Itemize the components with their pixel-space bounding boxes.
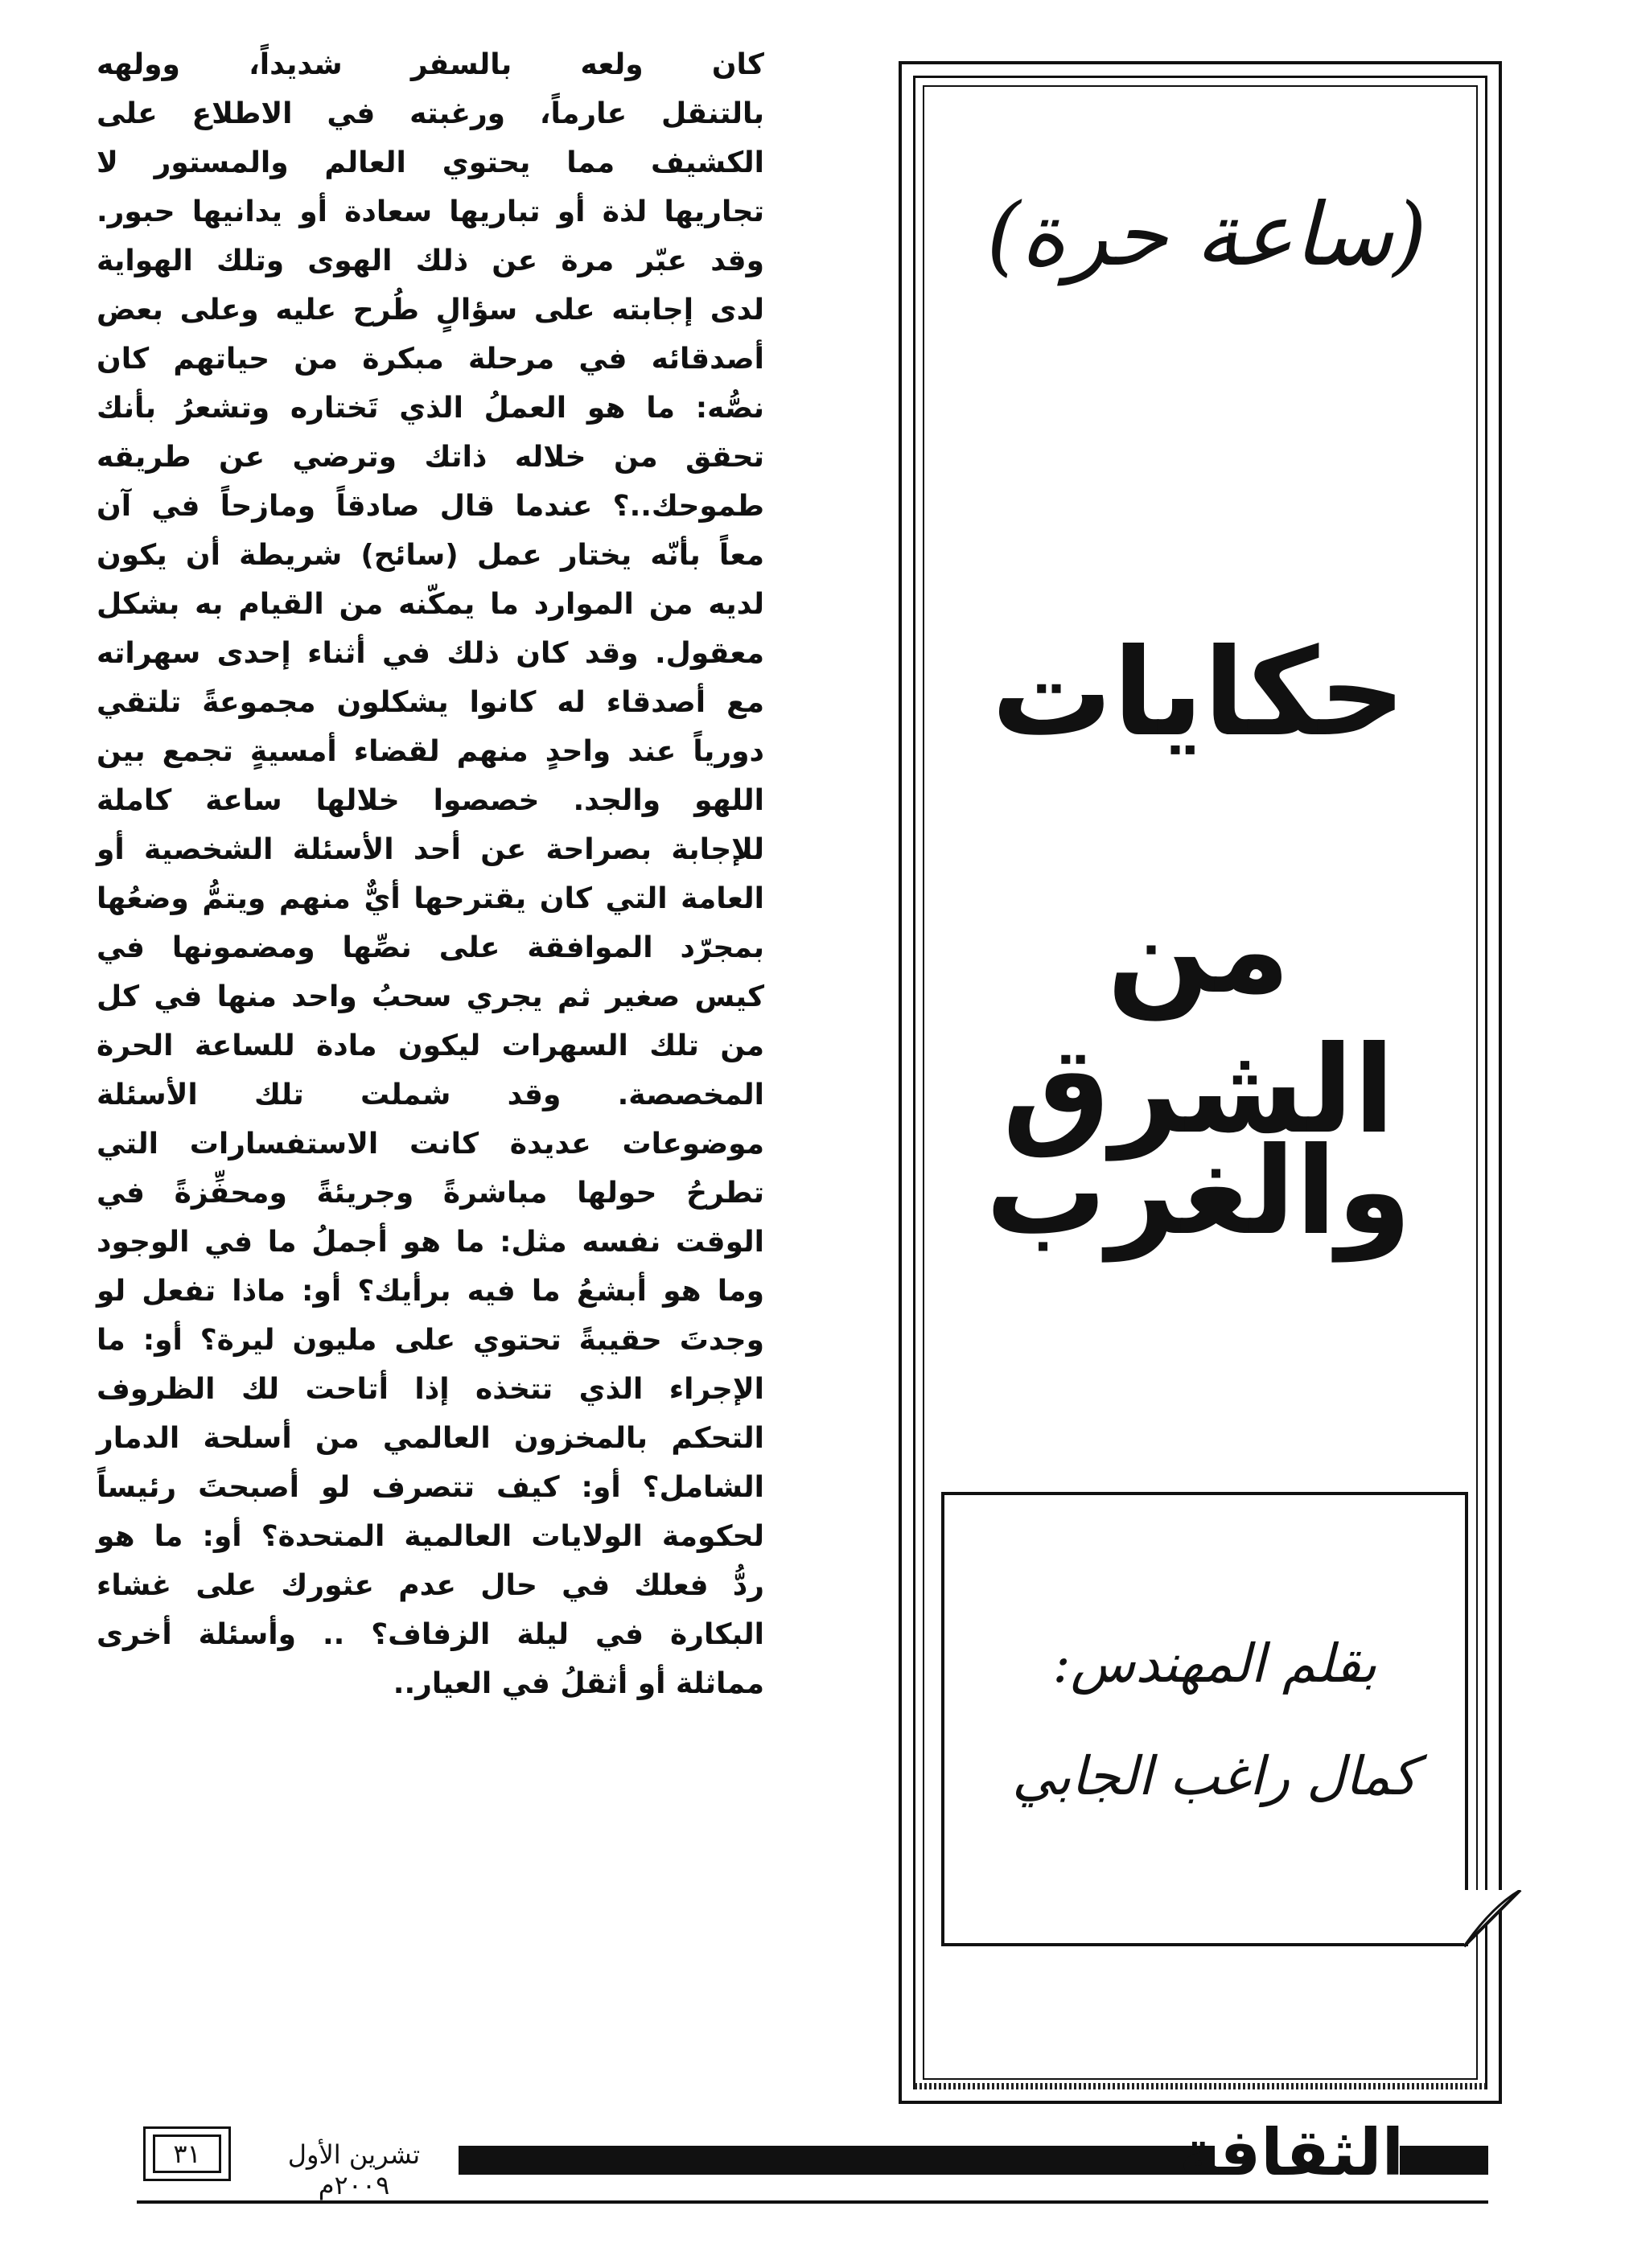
article-line: الشامل؟ أو: كيف تتصرف لو أصبحتَ رئيساً: [97, 1471, 764, 1504]
byline-card: [941, 1492, 1468, 1946]
article-line: دورياً عند واحدٍ منهم لقضاء أمسيةٍ تجمع بين: [97, 735, 764, 768]
article-line: وجدتَ حقيبةً تحتوي على مليون ليرة؟ أو: ما: [97, 1324, 764, 1357]
headline-line-2: من الشرق: [1002, 881, 1395, 1161]
article-line: الكشيف مما يحتوي العالم والمستور لا: [97, 146, 764, 179]
article-line: أصدقائه في مرحلة مبكرة من حياتهم كان: [97, 343, 764, 376]
issue-date: تشرين الأول ٢٠٠٩م: [287, 2139, 421, 2200]
footer-rule: [137, 2200, 1488, 2204]
headline-line-3: والغرب: [985, 1122, 1412, 1262]
article-line: التحكم بالمخزون العالمي من أسلحة الدمار: [97, 1422, 764, 1455]
article-line: مع أصدقاء له كانوا يشكلون مجموعةً تلتقي: [97, 686, 764, 719]
footer-bar: [459, 2146, 1215, 2175]
page-curl-icon: [1464, 1890, 1528, 1954]
article-line: الإجراء الذي تتخذه إذا أتاحت لك الظروف: [97, 1373, 764, 1406]
headline-line-1: حكايات: [991, 623, 1406, 763]
article-line: بالتنقل عارماً، ورغبته في الاطلاع على: [97, 97, 764, 130]
frame-bottom-strip: [915, 2083, 1486, 2089]
magazine-name: الثقافة: [1179, 2115, 1404, 2190]
section-title: (ساعة حرة): [986, 185, 1427, 286]
article-body: [97, 40, 764, 1708]
byline-prefix: بقلم المهندس:: [1052, 1633, 1377, 1695]
article-line: اللهو والجد. خصصوا خلالها ساعة كاملة: [97, 784, 764, 817]
article-line: ردُّ فعلك في حال عدم عثورك على غشاء: [97, 1569, 764, 1602]
article-line: من تلك السهرات ليكون مادة للساعة الحرة: [97, 1029, 764, 1062]
article-line: لديه من الموارد ما يمكّنه من القيام به بشكل: [97, 588, 764, 621]
article-line: بمجرّد الموافقة على نصِّها ومضمونها في: [97, 931, 764, 964]
article-line: نصُّه: ما هو العملُ الذي تَختاره وتشعرُ بأنك: [97, 392, 764, 425]
article-line: كيس صغير ثم يجري سحبُ واحد منها في كل: [97, 980, 764, 1013]
footer-bar-accent: [1400, 2146, 1488, 2175]
article-line: طموحك..؟ عندما قال صادقاً ومازحاً في آن: [97, 490, 764, 523]
article-line: وما هو أبشعُ ما فيه برأيك؟ أو: ماذا تفعل لو: [97, 1275, 764, 1308]
article-line: العامة التي كان يقترحها أيٌّ منهم ويتمُّ وضعُها: [97, 882, 764, 915]
article-line: معقول. وقد كان ذلك في أثناء إحدى سهراته: [97, 637, 764, 670]
article-line: للإجابة بصراحة عن أحد الأسئلة الشخصية أو: [97, 833, 764, 866]
article-line: تحقق من خلاله ذاتك وترضي عن طريقه: [97, 441, 764, 474]
article-line: الوقت نفسه مثل: ما هو أجملُ ما في الوجود: [97, 1226, 764, 1259]
article-line: مماثلة أو أثقلُ في العيار..: [393, 1667, 764, 1700]
article-line: المخصصة. وقد شملت تلك الأسئلة: [97, 1079, 764, 1111]
article-line: لحكومة الولايات العالمية المتحدة؟ أو: ما هو: [97, 1520, 764, 1553]
article-line: وقد عبّر مرة عن ذلك الهوى وتلك الهواية: [97, 244, 764, 277]
article-line: البكارة في ليلة الزفاف؟ .. وأسئلة أخرى: [97, 1618, 764, 1651]
article-line: تطرحُ حولها مباشرةً وجريئةً ومحفِّزةً في: [97, 1177, 764, 1210]
author-name: كمال راغب الجابي: [1012, 1745, 1417, 1807]
article-line: موضوعات عديدة كانت الاستفسارات التي: [97, 1128, 764, 1161]
article-line: كان ولعه بالسفر شديداً، وولهه: [97, 48, 764, 81]
page-number: ٣١: [153, 2134, 221, 2173]
article-line: لدى إجابته على سؤالٍ طُرح عليه وعلى بعض: [97, 294, 764, 327]
article-line: تجاريها لذة أو تباريها سعادة أو يدانيها حبور.: [97, 195, 764, 228]
article-line: معاً بأنّه يختار عمل (سائح) شريطة أن يكون: [97, 539, 764, 572]
